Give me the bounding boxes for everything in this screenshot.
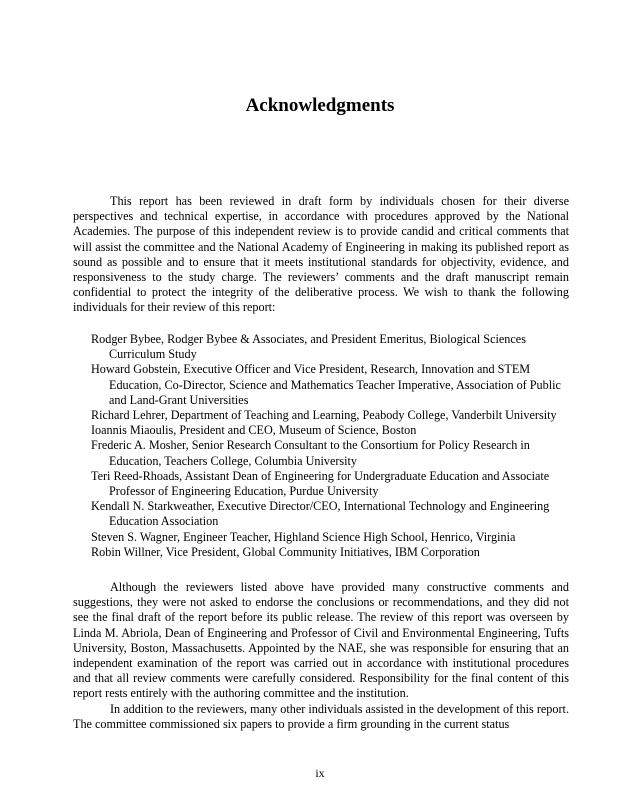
closing-paragraph: In addition to the reviewers, many other individuals assisted in the development of this report. The committee commissioned six papers to provide a firm grounding in the current status	[73, 701, 569, 731]
reviewer-entry: Kendall N. Starkweather, Executive Director/CEO, International Technology and Engineering Education Association	[91, 499, 550, 529]
reviewer-entry: Frederic A. Mosher, Senior Research Consultant to the Consortium for Policy Research in Education, Teachers College, Columbia University	[91, 438, 530, 468]
page-title: Acknowledgments	[245, 95, 395, 116]
reviewer-entry: Robin Willner, Vice President, Global Community Initiatives, IBM Corporation	[91, 544, 480, 559]
reviewer-entry: Teri Reed-Rhoads, Assistant Dean of Engineering for Undergraduate Education and Associate Professor of Engineering Education, Purdue University	[91, 468, 550, 499]
reviewer-entry: Howard Gobstein, Executive Officer and Vice President, Research, Innovation and STEM Education, Co-Director, Science and Mathematics Teacher Imperative, Association of Public and Land-Grant Universities	[91, 362, 561, 407]
reviewer-entry: Steven S. Wagner, Engineer Teacher, Highland Science High School, Henrico, Virginia	[91, 529, 516, 544]
review-section	[73, 580, 569, 732]
reviewer-entry: Rodger Bybee, Rodger Bybee & Associates, and President Emeritus, Biological Sciences Curriculum Study	[91, 332, 526, 362]
reviewer-list	[91, 332, 567, 560]
reviewer-entry: Richard Lehrer, Department of Teaching and Learning, Peabody College, Vanderbilt University	[91, 408, 557, 423]
intro-section	[73, 194, 569, 316]
intro-paragraph: This report has been reviewed in draft form by individuals chosen for their diverse perspectives and technical expertise, in accordance with procedures approved by the National Academies. The purpose of this independent review is to provide candid and critical comments that will assist the committee and the National Academy of Engineering in making its published report as sound as possible and to ensure that it meets institutional standards for objectivity, evidence, and responsiveness to the study charge. The reviewers’ comments and the draft manuscript remain confidential to protect the integrity of the deliberative process. We wish to thank the following individuals for their review of this report:	[73, 194, 569, 315]
review-paragraph: Although the reviewers listed above have provided many constructive comments and suggestions, they were not asked to endorse the conclusions or recommendations, and they did not see the final draft of the report before its public release. The review of this report was overseen by Linda M. Abriola, Dean of Engineering and Professor of Civil and Environmental Engineering, Tufts University, Boston, Massachusetts. Appointed by the NAE, she was responsible for ensuring that an independent examination of the report was carried out in accordance with institutional procedures and that all review comments were carefully considered. Responsibility for the final content of this report rests entirely with the authoring committee and the institution.	[73, 580, 569, 701]
page-number: ix	[315, 766, 325, 780]
reviewer-entry: Ioannis Miaoulis, President and CEO, Museum of Science, Boston	[91, 423, 417, 438]
